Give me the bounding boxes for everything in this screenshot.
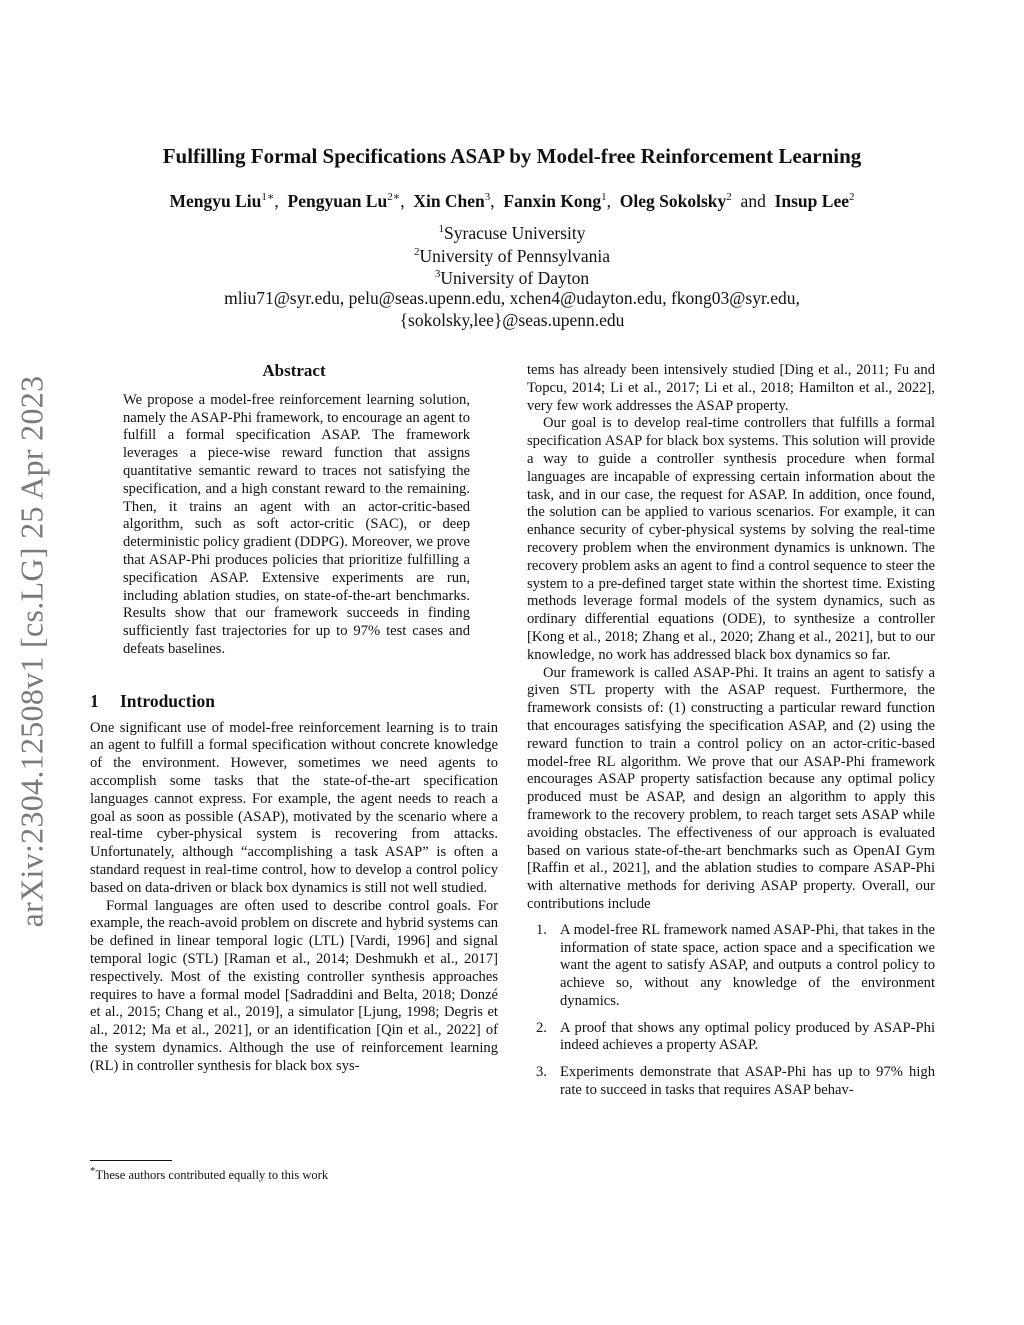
list-item-number: 2. xyxy=(536,1019,547,1036)
affiliation-line xyxy=(100,218,924,244)
arxiv-identifier-text: arXiv:2304.12508v1 [cs.LG] 25 Apr 2023 xyxy=(13,375,50,927)
list-item-text: A model-free RL framework named ASAP-Phi, that takes in the information of state space, action space and a specification we want the agent to satisfy ASAP, and outputs a control policy to achieve so, without any knowledge of the environment dynamics. xyxy=(560,921,935,1009)
author-affiliation-mark: 2 xyxy=(848,191,855,203)
author-affiliation-mark: 2 xyxy=(726,191,732,203)
author-list: Mengyu Liu$^{1∗}$, Pengyuan $Lu^{2∗}$, Xin Chen$^3$, Fanxin Kong$^1$, Oleg Sokolsky$^2$ and Insup Lee$^2$ xyxy=(169,190,855,211)
intro-paragraph: Our goal is to develop real-time controllers that fulfills a formal specification ASAP for black box systems. This solution will provide a way to guide a controller synthesis procedure when formal languages are incapable of expressing certain information about the task, and in our case, the request for ASAP. In addition, once found, the solution can be applied to various scenarios. For example, it can enhance security of cyber-physical systems by solving the real-time recovery problem when the environment dynamics is unknown. The recovery problem asks an agent to find a control sequence to steer the system to a pre-defined target state within the shortest time. Existing methods leverage formal models of the system dynamics, such as ordinary differential equations (ODE), to synthesize a controller [Kong et al., 2018; Zhang et al., 2020; Zhang et al., 2021], but to our knowledge, no work has addressed black box dynamics so far. xyxy=(527,415,935,663)
abstract-heading: Abstract xyxy=(262,361,326,380)
affiliation-name: University of Dayton xyxy=(440,267,590,288)
affiliation-mark: 3 xyxy=(434,268,441,280)
contributions-list xyxy=(527,922,935,1100)
intro-paragraph: Our framework is called ASAP-Phi. It trains an agent to satisfy a given STL property with the ASAP request. Furthermore, the framework consists of: (1) constructing a particular reward function that encourages satisfying the specification ASAP, and (2) using the reward function to train a control policy on an actor-critic-based model-free RL algorithm. We prove that our ASAP-Phi framework encourages ASAP property satisfaction because any optimal policy produced must be ASAP, and design an algorithm to apply this framework to the recovery problem, to reach target sets ASAP while avoiding obstacles. The effectiveness of our approach is evaluated based on various state-of-the-art benchmarks such as OpenAI Gym [Raffin et al., 2021], and the ablation studies to compare ASAP-Phi with alternative methods for deriving ASAP property. Overall, our contributions include xyxy=(527,664,935,912)
list-item xyxy=(527,1020,935,1056)
footnote-text: These authors contributed equally to this work xyxy=(95,1168,329,1183)
author-name: Fanxin Kong xyxy=(503,190,602,211)
email-line: {sokolsky,lee}@seas.upenn.edu xyxy=(399,310,625,330)
left-column xyxy=(90,362,498,1075)
section-number: 1 xyxy=(90,690,99,711)
list-item-text: Experiments demonstrate that ASAP-Phi has up to 97% high rate to succeed in tasks that requires ASAP behav- xyxy=(560,1064,935,1099)
author-name: Mengyu Liu xyxy=(169,190,262,211)
affiliation-line xyxy=(100,263,924,289)
footnote-rule xyxy=(90,1160,172,1161)
list-item xyxy=(527,922,935,1011)
affiliation-mark: 1 xyxy=(438,223,445,235)
author-affiliation-mark: 3 xyxy=(484,191,491,203)
author-conjunction: and xyxy=(740,190,766,211)
arxiv-identifier xyxy=(8,352,56,950)
list-item-number: 3. xyxy=(536,1064,547,1081)
author-name: Xin Chen xyxy=(413,190,485,211)
abstract-body xyxy=(90,392,498,659)
intro-paragraph-continued: tems has already been intensively studied [Ding et al., 2011; Fu and Topcu, 2014; Li et al., 2017; Li et al., 2018; Hamilton et al., 2022], very few work addresses the ASAP property. xyxy=(527,362,935,414)
author-affiliation-mark: 2∗ xyxy=(387,191,401,203)
intro-paragraph: One significant use of model-free reinforcement learning is to train an agent to fulfill a formal specification without concrete knowledge of the environment. However, sometimes we need agents to accomplish some tasks that the state-of-the-art specification languages cannot express. For example, the agent needs to reach a goal as soon as possible (ASAP), motivated by the scenario where a real-time cyber-physical system is recovering from attacks. Unfortunately, although “accomplishing a task ASAP” is often a standard request in real-time control, how to develop a control policy based on data-driven or black box dynamics is still not well studied. xyxy=(90,719,498,896)
list-item xyxy=(527,1064,935,1100)
list-item-number: 1. xyxy=(536,921,547,938)
email-line: mliu71@syr.edu, pelu@seas.upenn.edu, xchen4@udayton.edu, fkong03@syr.edu, xyxy=(224,288,800,308)
section-title: Introduction xyxy=(120,690,215,711)
affiliation-name: University of Pennsylvania xyxy=(419,245,611,266)
footnote xyxy=(90,1160,328,1183)
right-column xyxy=(527,362,935,1109)
author-name: Insup Lee xyxy=(774,190,849,211)
abstract-text: We propose a model-free reinforcement learning solution, namely the ASAP-Phi framework, to encourage an agent to fulfill a formal specification ASAP. The framework leverages a piece-wise reward function that assigns quantitative semantic reward to traces not satisfying the specification, and a high constant reward to the remaining. Then, it trains an agent with an actor-critic-based algorithm, such as soft actor-critic (SAC), or deep deterministic policy gradient (DDPG). Moreover, we prove that ASAP-Phi produces policies that prioritize fulfilling a specification ASAP. Extensive experiments are run, including ablation studies, on state-of-the-art benchmarks. Results show that our framework succeeds in finding sufficiently fast trajectories for up to 97% test cases and defeats baselines. xyxy=(123,391,470,657)
author-affiliation-mark: 1 xyxy=(601,191,607,203)
affiliation-mark: 2 xyxy=(413,246,420,258)
list-item-text: A proof that shows any optimal policy produced by ASAP-Phi indeed achieves a property ASAP. xyxy=(560,1019,935,1054)
footnote-mark: * xyxy=(90,1165,96,1177)
affiliation-name: Syracuse University xyxy=(444,222,586,243)
paper-title: Fulfilling Formal Specifications ASAP by Model-free Reinforcement Learning xyxy=(162,144,862,168)
author-name: Oleg Sokolsky xyxy=(619,190,727,211)
section-heading xyxy=(90,690,498,711)
intro-paragraph: Formal languages are often used to describe control goals. For example, the reach-avoid problem on discrete and hybrid systems can be defined in linear temporal logic (LTL) [Vardi, 1996] and signal temporal logic (STL) [Raman et al., 2014; Deshmukh et al., 2017] respectively. Most of the existing controller synthesis approaches requires to have a formal model [Sadraddini and Belta, 2018; Donzé et al., 2015; Chang et al., 2019], a simulator [Ljung, 1998; Degris et al., 2012; Ma et al., 2021], or an identification [Qin et al., 2022] of the system dynamics. Although the use of reinforcement learning (RL) in controller synthesis for black box sys- xyxy=(90,897,498,1074)
author-name: Pengyuan Lu xyxy=(287,190,388,211)
author-affiliation-mark: 1∗ xyxy=(261,191,275,203)
